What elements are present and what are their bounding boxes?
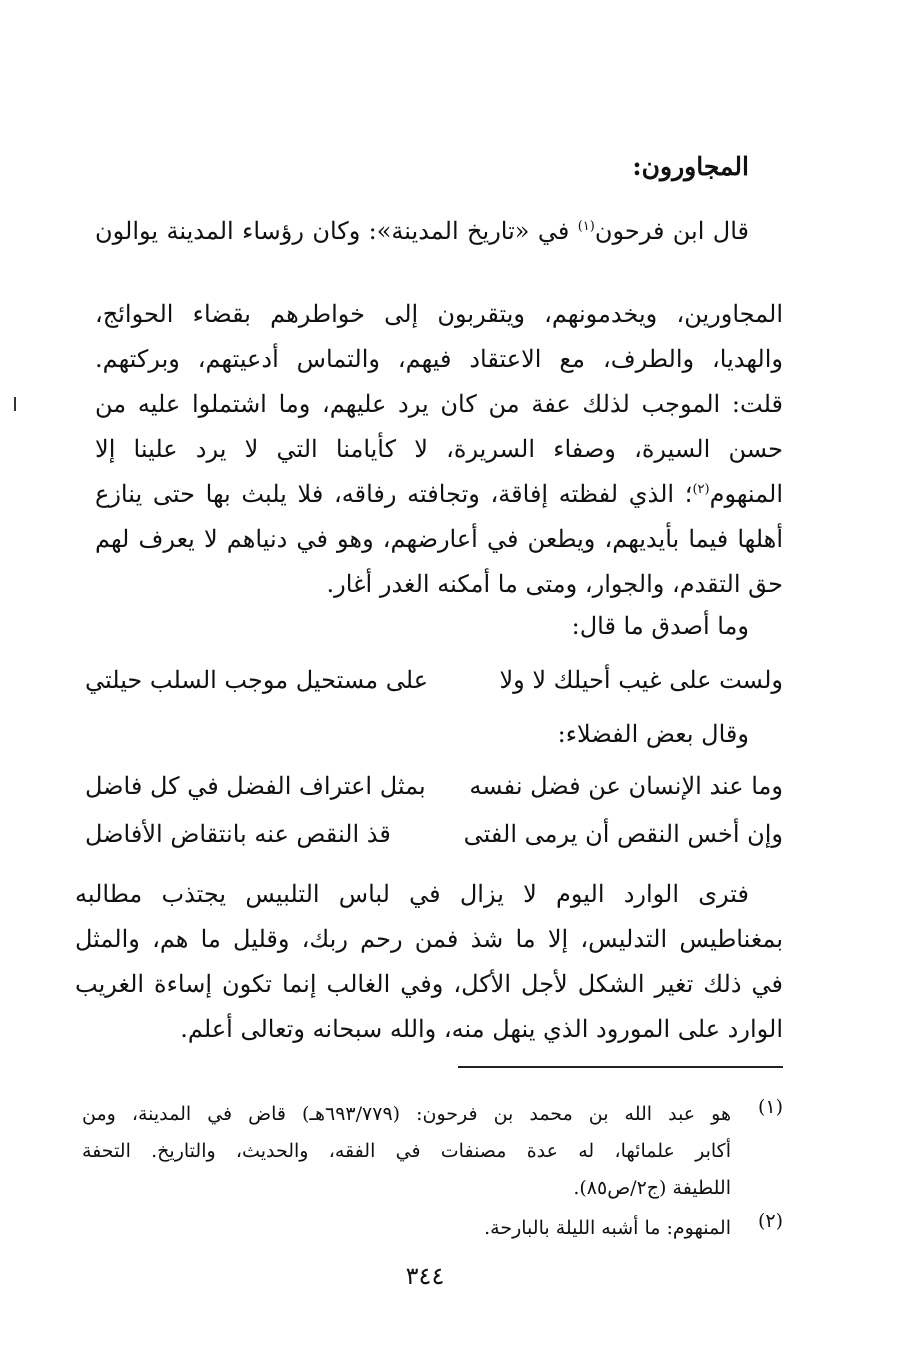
paragraph-2-line-2: بمغناطيس التدليس، إلا ما شذ فمن رحم ربك، وقليل ما هم، والمثل xyxy=(75,925,783,953)
paragraph-1-line-3: قلت: الموجب لذلك عفة من كان يرد عليهم، وما اشتملوا عليه من xyxy=(95,390,783,418)
verse-1-first-hemistich: ولست على غيب أحيلك لا ولا xyxy=(499,666,783,694)
verse-3-second-hemistich: قذ النقص عنه بانتقاض الأفاضل xyxy=(85,820,391,848)
footnote-1-text xyxy=(82,1096,731,1207)
verse-2-second-hemistich: بمثل اعتراف الفضل في كل فاضل xyxy=(85,772,426,800)
paragraph-2 xyxy=(75,872,783,1052)
paragraph-1-line-1: المجاورين، ويخدمونهم، ويتقربون إلى خواطرهم بقضاء الحوائج، xyxy=(95,300,783,328)
verse-1-second-hemistich: على مستحيل موجب السلب حيلتي xyxy=(85,666,429,694)
footnote-1-line-3: اللطيفة (ج٢/ص٨٥). xyxy=(573,1177,731,1199)
paragraph-1-line-2: والهديا، والطرف، مع الاعتقاد فيهم، والتماس أدعيتهم، وبركتهم. xyxy=(95,345,783,373)
paragraph-2-line-4: الوارد على المورود الذي ينهل منه، والله سبحانه وتعالى أعلم. xyxy=(180,1015,783,1043)
verse-2 xyxy=(85,766,783,806)
footnote-1 xyxy=(82,1096,783,1207)
paragraph-2-line-1: فترى الوارد اليوم لا يزال في لباس التلبيس يجتذب مطالبه xyxy=(75,880,749,908)
footnote-2 xyxy=(82,1210,783,1247)
intro-line xyxy=(95,217,749,245)
verse-3-first-hemistich: وإن أخس النقص أن يرمى الفتى xyxy=(463,820,783,848)
footnote-2-mark: (٢) xyxy=(757,1210,783,1232)
verse-3 xyxy=(85,814,783,854)
paragraph-1 xyxy=(95,292,783,607)
footnote-1-line-2: أكابر علمائها، له عدة مصنفات في الفقه، والحديث، والتاريخ. التحفة xyxy=(82,1140,731,1162)
footnote-2-line-1: المنهوم: ما أشبه الليلة بالبارحة. xyxy=(484,1217,731,1239)
section-title: المجاورون: xyxy=(632,152,749,181)
footnote-1-mark: (١) xyxy=(757,1096,783,1118)
footnote-reference-1[interactable]: (١) xyxy=(577,219,595,234)
page-number: ٣٤٤ xyxy=(405,1262,445,1290)
verse-1 xyxy=(85,660,783,700)
footnote-1-line-1: هو عبد الله بن محمد بن فرحون: (٦٩٣/٧٧٩هـ) قاض في المدينة، ومن xyxy=(82,1103,731,1125)
paragraph-1-line-6: أهلها فيما بأيديهم، ويطعن في أعارضهم، وهو في دنياهم لا يعرف لهم xyxy=(95,525,783,553)
intro-text-after-note: في «تاريخ المدينة»: وكان رؤساء المدينة يوالون xyxy=(95,217,578,245)
line-5-text-after-note: ؛ الذي لفظته إفاقة، وتجافته رفاقه، فلا يلبث بها حتى ينازع xyxy=(95,480,693,508)
paragraph-1-line-5 xyxy=(95,472,783,517)
intro-text-before-note: قال ابن فرحون xyxy=(594,217,750,245)
verse-2-first-hemistich: وما عند الإنسان عن فضل نفسه xyxy=(469,772,783,800)
footnote-reference-2[interactable]: (٢) xyxy=(692,482,710,497)
paragraph-2-line-3: في ذلك تغير الشكل لأجل الأكل، وفي الغالب إنما تكون إساءة الغريب xyxy=(75,970,783,998)
paragraph-1-line-4: حسن السيرة، وصفاء السريرة، لا كأيامنا التي لا يرد علينا إلا xyxy=(95,435,783,463)
line-5-text-before-note: المنهوم xyxy=(709,480,783,508)
quote-intro-2: وقال بعض الفضلاء: xyxy=(557,720,749,748)
paragraph-1-line-7: حق التقدم، والجوار، ومتى ما أمكنه الغدر أغار. xyxy=(326,570,783,598)
margin-mark xyxy=(14,397,16,411)
quote-intro-1: وما أصدق ما قال: xyxy=(571,612,749,640)
footnote-2-text xyxy=(82,1210,731,1247)
footnote-separator xyxy=(458,1066,783,1068)
